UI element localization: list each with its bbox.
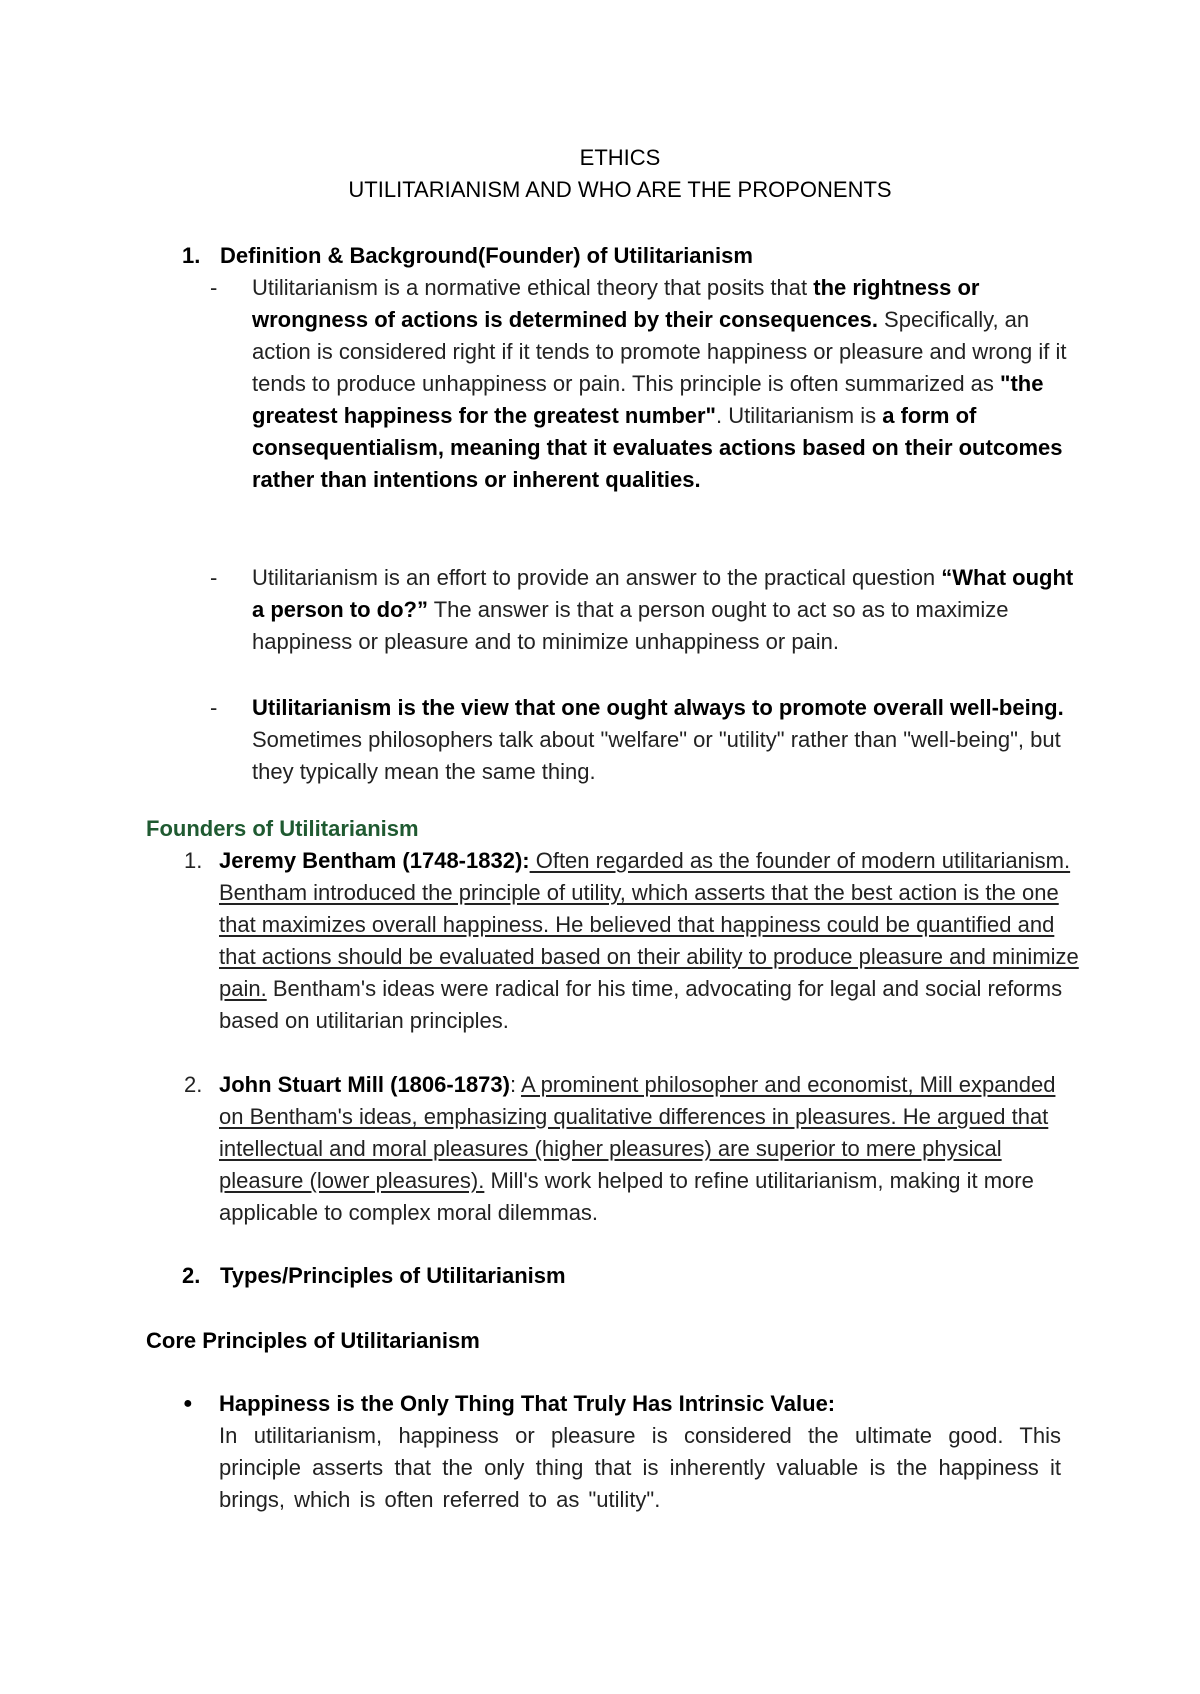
founder-name: Jeremy Bentham (1748-1832): [219, 848, 530, 873]
definition-item-2 [210, 562, 1082, 658]
definition-text: . Utilitarianism is [716, 403, 883, 428]
doc-subtitle: UTILITARIANISM AND WHO ARE THE PROPONENTS [348, 177, 892, 202]
definition-text: Utilitarianism is an effort to provide an answer to the practical question [252, 565, 942, 590]
definition-bold: a form of consequentialism, meaning that it evaluates actions based on their outcomes rather than intentions or inherent qualities. [252, 403, 1063, 492]
core-principle-text: In utilitarianism, happiness or pleasure is considered the ultimate good. This principle asserts that the only thing that is inherently valuable is the happiness it brings, which is often referred to as "utility". [219, 1423, 1061, 1512]
founder-name: John Stuart Mill (1806-1873) [219, 1072, 510, 1097]
founder-item-mill [184, 1069, 1079, 1229]
core-principle-heading: Happiness is the Only Thing That Truly Has Intrinsic Value: [219, 1391, 836, 1416]
founder-item-bentham [184, 845, 1079, 1037]
section2-number: 2. [182, 1263, 201, 1288]
dash-marker: - [210, 565, 218, 590]
section2-heading-text: Types/Principles of Utilitarianism [220, 1263, 566, 1288]
dash-marker: - [210, 695, 218, 720]
definition-bold: "the greatest happiness for the greatest number" [252, 371, 1044, 428]
doc-title: ETHICS [579, 145, 661, 170]
founder-text: Mill's work helped to refine utilitarianism, making it more applicable to complex moral dilemmas. [219, 1168, 1034, 1225]
founder-number: 2. [184, 1072, 203, 1097]
definition-text: The answer is that a person ought to act so as to maximize happiness or pleasure and to minimize unhappiness or pain. [252, 597, 1009, 654]
definition-bold: “What ought a person to do?” [252, 565, 1074, 622]
bullet-marker: ● [183, 1395, 193, 1412]
definition-bold: the rightness or wrongness of actions is determined by their consequences. [252, 275, 980, 332]
section2-heading [182, 1260, 566, 1292]
definition-text: Utilitarianism is a normative ethical theory that posits that [252, 275, 814, 300]
title-block [0, 142, 1200, 206]
dash-marker: - [210, 275, 218, 300]
definition-bold: Utilitarianism is the view that one ought always to promote overall well-being. [252, 695, 1064, 720]
section1-heading-text: Definition & Background(Founder) of Utilitarianism [220, 243, 753, 268]
definition-text: Sometimes philosophers talk about "welfare" or "utility" rather than "well-being", but they typically mean the same thing. [252, 727, 1061, 784]
founder-underlined-text: Often regarded as the founder of modern utilitarianism. Bentham introduced the principle of utility, which asserts that the best action is the one that maximizes overall happiness. He believed that happiness could be quantified and that actions should be evaluated based on their ability to produce pleasure and minimize pain. [219, 848, 1079, 1001]
definition-item-3 [210, 692, 1082, 788]
founder-text: Bentham's ideas were radical for his time, advocating for legal and social reforms based on utilitarian principles. [219, 976, 1063, 1033]
founder-colon: : [509, 1072, 521, 1097]
definition-item-1 [210, 272, 1082, 496]
section1-number: 1. [182, 243, 201, 268]
core-principle-item [183, 1388, 1061, 1516]
definition-text: Specifically, an action is considered right if it tends to promote happiness or pleasure and wrong if it tends to produce unhappiness or pain. This principle is often summarized as [252, 307, 1067, 396]
founder-number: 1. [184, 848, 203, 873]
founder-underlined-text: A prominent philosopher and economist, Mill expanded on Bentham's ideas, emphasizing qualitative differences in pleasures. He argued that intellectual and moral pleasures (higher pleasures) are superior to mere physical pleasure (lower pleasures). [219, 1072, 1056, 1193]
founders-heading: Founders of Utilitarianism [146, 816, 419, 841]
section1-heading [182, 240, 753, 272]
core-principles-heading: Core Principles of Utilitarianism [146, 1328, 480, 1353]
